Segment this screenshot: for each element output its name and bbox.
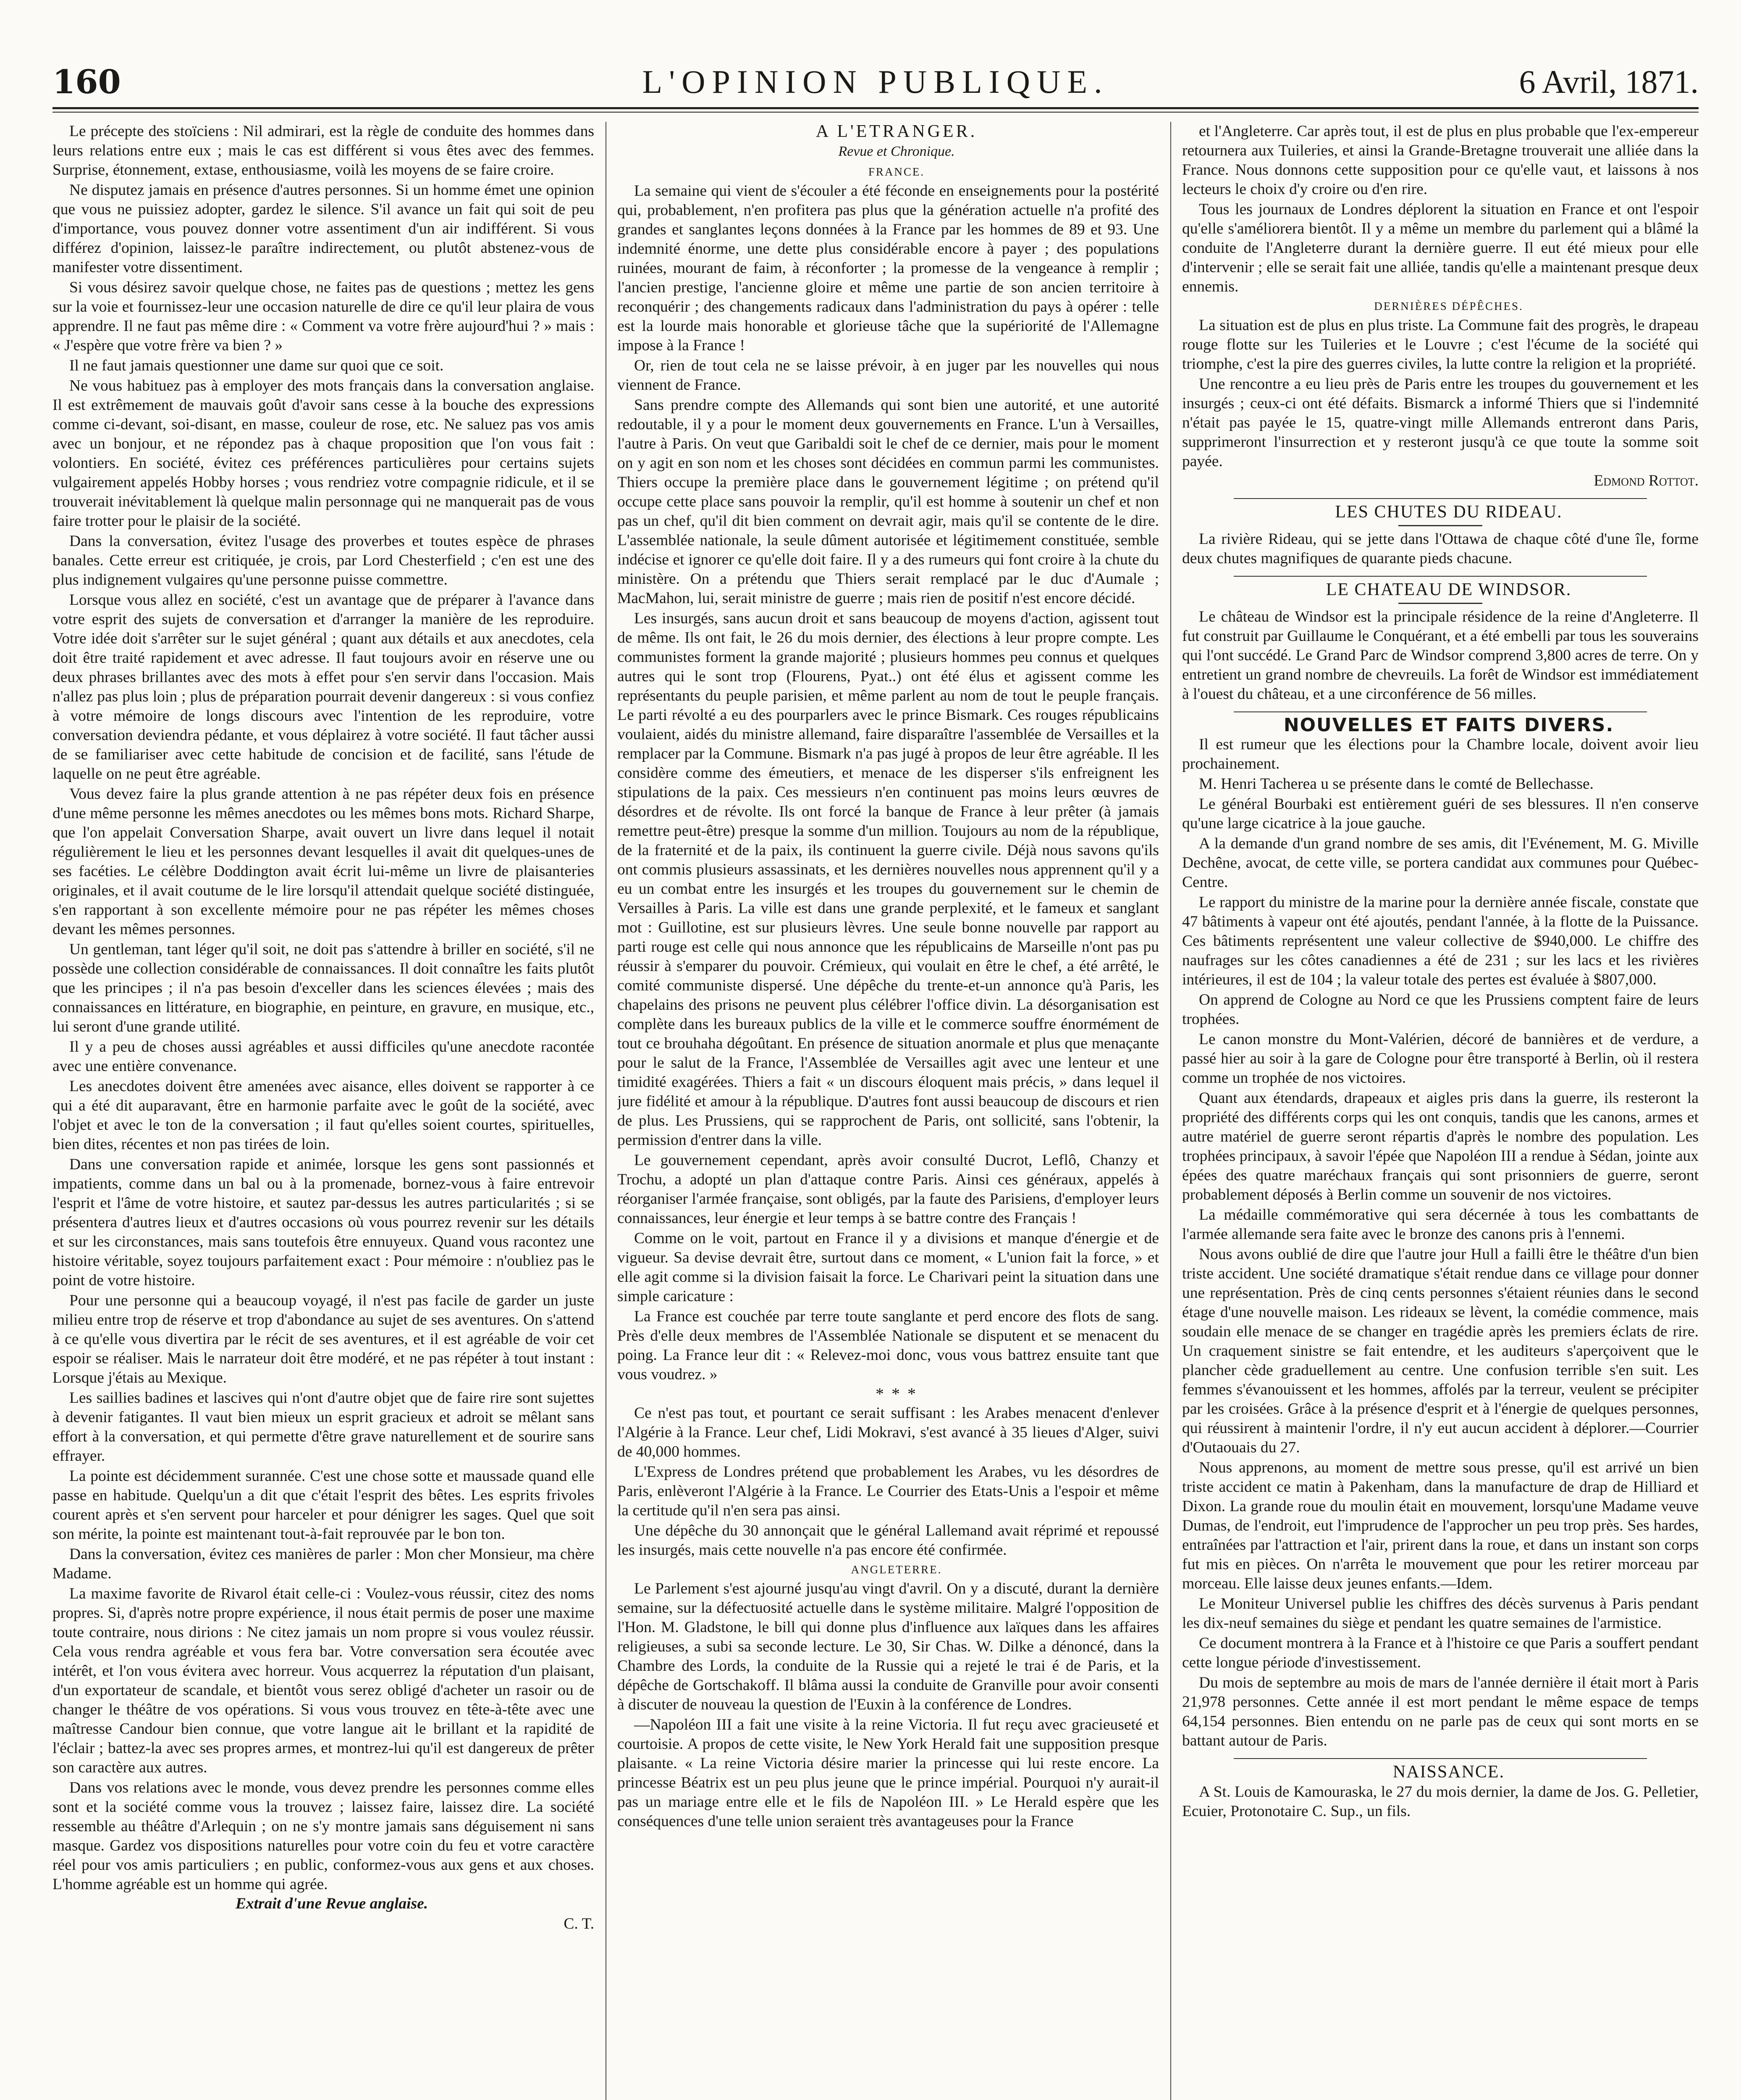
rule	[1234, 711, 1647, 712]
masthead	[52, 63, 1699, 101]
newspaper-title: L'OPINION PUBLIQUE.	[642, 63, 1109, 100]
heading-naissance: NAISSANCE.	[1392, 1762, 1505, 1782]
paragraph: Une rencontre a eu lieu près de Paris entre les troupes du gouvernement et les insurgés ; ceux-ci ont été défaits. Bismarck a informé Thiers que si l'indemnité n'était pas payée le 15, quatre-vingt mille Allemands entreront dans Paris, supprimeront l'insurrection et y resteront jusqu'à ce que toute la somme soit payée.	[1182, 375, 1699, 470]
paragraph: La maxime favorite de Rivarol était celle-ci : Voulez-vous réussir, citez des noms propres. Si, d'après notre propre expérience, il nous était permis de poser une maxime toute contraire, nous dirions : Ne citez jamais un nom propre si vous voulez réussir. Cela vous rendra agréable et vous fera bar. Votre conversation sera écoutée avec intérêt, et l'on vous évitera avec horreur. Vous acquerrez la réputation d'un plaisant, d'un exportateur de scandale, et bientôt vous serez obligé d'acheter un rasoir ou de changer le théâtre de vos opérations. Si vous vous trouvez en tête-à-tête avec une maîtresse Candour bien connue, que votre langue ait le brillant et la rapidité de l'éclair ; battez-la avec ses propres armes, et montrez-lui qu'il est dangereux de prêter son caractère aux autres.	[52, 1585, 594, 1776]
paragraph: Si vous désirez savoir quelque chose, ne faites pas de questions ; mettez les gens sur la voie et fournissez-leur une occasion naturelle de dire ce qu'il leur plaira de vous apprendre. Il ne faut pas même dire : « Comment va votre frère aujourd'hui ? » mais : « J'espère que votre frère va bien ? »	[52, 279, 594, 354]
rideau-text: La rivière Rideau, qui se jette dans l'Ottawa de chaque côté d'une île, forme deux chutes magnifiques de quarante pieds chacune.	[1182, 530, 1699, 567]
author-signature: Edmond Rottot.	[1594, 472, 1699, 489]
paragraph: Dans la conversation, évitez ces manières de parler : Mon cher Monsieur, ma chère Madame.	[52, 1546, 594, 1582]
france-article	[617, 181, 1159, 1384]
column-divider	[1170, 122, 1171, 2100]
article-initials: C. T.	[564, 1915, 594, 1932]
etiquette-article	[52, 122, 594, 1894]
paragraph: La pointe est décidemment surannée. C'est une chose sotte et maussade quand elle passe en habitude. Quelqu'un a dit que c'était l'esprit des bêtes. Les esprits frivoles courent après et s'en servent pour harceler et pour dénigrer les sages. Quel que soit son mérite, la pointe est maintenant tout-à-fait reprouvée par le bon ton.	[52, 1467, 594, 1543]
paragraph: Le Moniteur Universel publie les chiffres des décès survenus à Paris pendant les dix-neuf semaines du siège et pendant les quatre semaines de l'armistice.	[1182, 1595, 1699, 1632]
paragraph: Dans la conversation, évitez l'usage des proverbes et toutes espèce de phrases banales. Cette erreur est critiquée, je crois, par Lord Chesterfield ; c'en est une des plus indignement vulgaires qu'une personne puisse commettre.	[52, 533, 594, 588]
paragraph: Quant aux étendards, drapeaux et aigles pris dans la guerre, ils resteront la propriété des différents corps qui les ont conquis, tandis que les canons, armes et autre matériel de guerre seront répartis d'après le nombre des population. Les trophées principaux, à savoir l'épée que Napoléon III a rendue à Sédan, jointe aux épées des quatre maréchaux français qui sont prisonniers de guerre, seront probablement déposés à Berlin comme un souvenir de nos victoires.	[1182, 1089, 1699, 1203]
algerie-article	[617, 1404, 1159, 1560]
paragraph: Dans une conversation rapide et animée, lorsque les gens sont passionnés et impatients, comme dans un bal ou à la promenade, bornez-vous à faire entrevoir l'esprit et l'âme de votre histoire, et sautez par-dessus les autres particularités ; si se présentera d'autres lieux et d'autres occasions où vous pourrez revenir sur les détails et sur les circonstances, mais sans toutefois être ennuyeux. Quand vous racontez une histoire véritable, soyez toujours parfaitement exact : Pour mémoire : n'oubliez pas le point de votre histoire.	[52, 1156, 594, 1289]
rule	[1398, 603, 1482, 604]
windsor-text: Le château de Windsor est la principale résidence de la reine d'Angleterre. Il fut construit par Guillaume le Conquérant, et a été embelli par tous les souverains qui l'ont succédé. Le Grand Parc de Windsor comprend 3,800 acres de terre. On y entretient un grand nombre de chevreuils. La forêt de Windsor est immédiatement à l'ouest du château, et a une circonférence de 56 milles.	[1182, 608, 1699, 703]
paragraph: On apprend de Cologne au Nord ce que les Prussiens comptent faire de leurs trophées.	[1182, 991, 1699, 1028]
paragraph: Il est rumeur que les élections pour la Chambre locale, doivent avoir lieu prochainement.	[1182, 736, 1699, 772]
section-title-etranger: A L'ETRANGER.	[815, 122, 978, 141]
angleterre-continuation	[1182, 122, 1699, 297]
paragraph: A la demande d'un grand nombre de ses amis, dit l'Evénement, M. G. Miville Dechêne, avocat, de cette ville, se portera candidat aux communes pour Québec-Centre.	[1182, 835, 1699, 891]
issue-date: 6 Avril, 1871.	[1519, 63, 1699, 100]
paragraph: Tous les journaux de Londres déplorent la situation en France et ont l'espoir qu'elle s'améliorera bientôt. Il y a même un membre du parlement qui a blâmé la conduite de l'Angleterre durant la dernière guerre. Il eut été mieux pour elle d'intervenir ; elle se serait fait une alliée, tandis qu'elle a maintenant presque deux ennemis.	[1182, 201, 1699, 295]
paragraph: Le Parlement s'est ajourné jusqu'au vingt d'avril. On y a discuté, durant la dernière semaine, sur la défectuosité actuelle dans le système militaire. Malgré l'opposition de l'Hon. M. Gladstone, le bill qui donne plus d'influence aux laïques dans les affaires religieuses, a subi sa seconde lecture. Le 30, Sir Chas. W. Dilke a dénoncé, dans la Chambre des Lords, la conduite de la Russie qui a rejeté le trai é de Paris, et la dépêche de Gortschakoff. Il blâma aussi la conduite de Granville pour avoir consenti à discuter de nouveau la question de l'Euxin à la conférence de Londres.	[617, 1580, 1159, 1713]
rule	[1234, 576, 1647, 577]
column-1	[52, 122, 594, 2100]
paragraph: Il ne faut jamais questionner une dame sur quoi que ce soit.	[69, 357, 444, 374]
paragraph: La semaine qui vient de s'écouler a été féconde en enseignements pour la postérité qui, probablement, n'en profitera pas plus que la génération actuelle n'a profité des grandes et sanglantes leçons données à la France par les hommes de 89 et 93. Une indemnité énorme, une dette plus considérable encore à payer ; des populations ruinées, mourant de faim, à réconforter ; la promesse de la vengeance à remplir ; l'ancien prestige, l'ancienne gloire et même une partie de son ancien territoire à reconquérir ; des changements radicaux dans l'administration du pays à opérer : telle est la lourde mais honorable et glorieuse tâche que la supériorité de l'Allemagne impose à la France !	[617, 182, 1159, 354]
paragraph: Le général Bourbaki est entièrement guéri de ses blessures. Il n'en conserve qu'une large cicatrice à la joue gauche.	[1182, 795, 1699, 832]
paragraph: Ne vous habituez pas à employer des mots français dans la conversation anglaise. Il est extrêmement de mauvais goût d'avoir sans cesse à la bouche des expressions comme ci-devant, soi-disant, en masse, couleur de rose, etc. Ne saluez pas vos amis avec un bonjour, et ne répondez pas à chaque proposition que l'on vous fait : volontiers. En société, évitez ces préférences particulières pour certains sujets vulgairement appelés Hobby horses ; vous rendriez votre compagnie ridicule, et il se trouverait inévitablement là quelque malin personnage qui ne manquerait pas de vous faire trotter pour le plaisir de la société.	[52, 377, 594, 530]
column-2	[617, 122, 1159, 2100]
section-subtitle: Revue et Chronique.	[838, 144, 955, 159]
paragraph: Une dépêche du 30 annonçait que le général Lallemand avait réprimé et repoussé les insurgés, mais cette nouvelle n'a pas encore été confirmée.	[617, 1522, 1159, 1559]
masthead-rule	[52, 107, 1699, 109]
paragraph: Pour une personne qui a beaucoup voyagé, il n'est pas facile de garder un juste milieu entre trop de réserve et trop d'abondance au sujet de ses aventures. On s'attend à ce qu'elle vous divertira par le récit de ses aventures, et il est agréable de voir cet espoir se réaliser. Mais le narrateur doit être modéré, et ne pas répéter à tout instant : Lorsque j'étais au Mexique.	[52, 1292, 594, 1386]
paragraph: Nous avons oublié de dire que l'autre jour Hull a failli être le théâtre d'un bien triste accident. Une société dramatique s'était rendue dans ce village pour donner une représentation. Près de cinq cents personnes s'étaient réunies dans le second étage d'une nouvelle maison. Les rideaux se lèvent, la comédie commence, mais soudain elle menace de se changer en tragédie après les premiers éclats de rire. Un craquement sinistre se fait entendre, et les auditeurs s'aperçoivent que le plancher cède graduellement au centre. Une confusion terrible s'en suit. Les femmes s'évanouissent et les hommes, affolés par la terreur, veulent se précipiter par les croisées. Grâce à la présence d'esprit et à l'énergie de quelques personnes, qui réussirent à maintenir l'ordre, il n'y eut aucun accident à déplorer.—Courrier d'Outaouais du 27.	[1182, 1246, 1699, 1456]
paragraph: Ce document montrera à la France et à l'histoire ce que Paris a souffert pendant cette longue période d'investissement.	[1182, 1635, 1699, 1671]
paragraph: Le canon monstre du Mont-Valérien, décoré de bannières et de verdure, a passé hier au soir à la gare de Cologne pour être transporté à Berlin, où il restera comme un trophée de nos victoires.	[1182, 1031, 1699, 1087]
nouvelles-article	[1182, 735, 1699, 1751]
paragraph: Nous apprenons, au moment de mettre sous presse, qu'il est arrivé un bien triste accident ce matin à Pakenham, dans la manufacture de drap de Hilliard et Dixon. La grande roue du moulin était en mouvement, lorsqu'une Madame veuve Dumas, de l'endroit, eut l'imprudence de l'approcher un peu trop près. Ses hardes, entraînées par l'attraction et l'air, prirent dans la roue, et dans un instant son corps fut mis en pièces. On n'arrêta le mouvement que pour les retirer morceau par morceau. Elle laisse deux jeunes enfants.—Idem.	[1182, 1459, 1699, 1592]
column-3	[1182, 122, 1699, 2100]
heading-windsor: LE CHATEAU DE WINDSOR.	[1326, 580, 1572, 599]
subsection-france: FRANCE.	[868, 165, 925, 178]
paragraph: Or, rien de tout cela ne se laisse prévoir, à en juger par les nouvelles qui nous viennent de France.	[617, 357, 1159, 394]
paragraph: Du mois de septembre au mois de mars de l'année dernière il était mort à Paris 21,978 personnes. Cette année il est mort pendant le même espace de temps 64,154 personnes. Bien entendu on ne parle pas de ceux qui sont morts en se battant autour de Paris.	[1182, 1674, 1699, 1749]
paragraph: La situation est de plus en plus triste. La Commune fait des progrès, le drapeau rouge flotte sur les Tuileries et le Louvre ; c'est l'écume de la société qui triomphe, c'est la pire des guerres civiles, la lutte contre la religion et la propriété.	[1182, 317, 1699, 373]
rule	[1234, 1758, 1647, 1759]
paragraph: Le gouvernement cependant, après avoir consulté Ducrot, Leflô, Chanzy et Trochu, a adopté un plan d'attaque contre Paris. Ainsi ces généraux, appelés à réorganiser l'armée française, sont obligés, par la faute des Parisiens, d'employer leurs connaissances, leur énergie et leur temps à se battre contre des Français !	[617, 1152, 1159, 1227]
section-separator-stars: * * *	[876, 1384, 918, 1403]
heading-nouvelles: NOUVELLES ET FAITS DIVERS.	[1283, 714, 1614, 736]
paragraph: Ce n'est pas tout, et pourtant ce serait suffisant : les Arabes menacent d'enlever l'Algérie à la France. Leur chef, Lidi Mokravi, s'est avancé à 35 lieues d'Alger, suivi de 40,000 hommes.	[617, 1404, 1159, 1460]
paragraph: La médaille commémorative qui sera décernée à tous les combattants de l'armée allemande sera faite avec le bronze des canons pris à l'ennemi.	[1182, 1206, 1699, 1243]
rule	[1234, 498, 1647, 499]
paragraph: Les insurgés, sans aucun droit et sans beaucoup de moyens d'action, agissent tout de même. Ils ont fait, le 26 du mois dernier, des élections à leur propre compte. Les communistes forment la grande majorité ; plusieurs hommes peu connus et quelques autres qui le sont trop (Flourens, Pyat..) ont été élus et agissent comme les représentants du peuple parisien, et même parlent au nom de tout le peuple français. Le parti révolté a eu des pourparlers avec le prince Bismark. Ces rouges républicains voulaient, aidés du ministre allemand, faire disparaître l'assemblée de Versailles et la remplacer par la Commune. Bismark n'a pas jugé à propos de leur être agréable. Il les considère comme des émeutiers, et menace de les disperser s'ils enfreignent les stipulations de la paix. Ces messieurs n'en continuent pas moins leurs œuvres de désordres et de révolte. Ils ont forcé la banque de France à leur prêter (à jamais remettre peut-être) presque la somme d'un million. Toujours au nom de la république, de la fraternité et de la paix, ils continuent la guerre civile. Déjà nous savons qu'ils ont commis plusieurs assassinats, et les dernières nouvelles nous apprennent qu'il y a eu un combat entre les insurgés et les troupes du gouvernement sur le chemin de Versailles à Paris. La ville est dans une grande perplexité, et le fameux et sanglant mot : Guillotine, est sur plusieurs lèvres. Une seule bonne nouvelle par rapport au parti rouge est celle qui nous annonce que les républicains de Marseille n'ont pas pu réussir à s'emparer du pouvoir. Crémieux, qui voulait en être le chef, a été arrêté, le comité communiste dispersé. Une dépêche du trente-et-un annonce qu'à Paris, les chapelains des prisons ne peuvent plus célébrer l'office divin. La désorganisation est complète dans les bureaux publics de la ville et le commerce souffre énormément de tout ce brouhaha dégoûtant. En présence de situation anormale et plus que menaçante pour le salut de la France, l'Assemblée de Versailles agit avec une lenteur et une timidité exagérées. Thiers a fait « un discours éloquent mais précis, » dans lequel il jure fidélité et amour à la république. D'autres font aussi beaucoup de discours et rien de plus. Les Prussiens, qui se rapprochent de Paris, ont sollicité, sans l'obtenir, la permission d'entrer dans la ville.	[617, 610, 1159, 1149]
naissance-text: A St. Louis de Kamouraska, le 27 du mois dernier, la dame de Jos. G. Pelletier, Ecuier, Protonotaire C. Sup., un fils.	[1182, 1783, 1699, 1820]
paragraph: Il y a peu de choses aussi agréables et aussi difficiles qu'une anecdote racontée avec une entière convenance.	[52, 1038, 594, 1075]
masthead-rule-thin	[52, 112, 1699, 113]
paragraph: La France est couchée par terre toute sanglante et perd encore des flots de sang. Près d'elle deux membres de l'Assemblée Nationale se disputent et se menacent du poing. La France leur dit : « Relevez-moi donc, vous vous battrez ensuite tant que vous voudrez. »	[617, 1308, 1159, 1383]
depeches-article	[1182, 316, 1699, 471]
paragraph: M. Henri Tacherea u se présente dans le comté de Bellechasse.	[1199, 775, 1594, 793]
paragraph: et l'Angleterre. Car après tout, il est de plus en plus probable que l'ex-empereur retournera aux Tuileries, et ainsi la Grande-Bretagne trouverait une alliée dans la France. Nous donnons cette supposition pour ce qu'elle vaut, et laissons à nos lecteurs le choix d'y croire ou d'en rire.	[1182, 123, 1699, 198]
angleterre-article	[617, 1579, 1159, 1831]
heading-rideau: LES CHUTES DU RIDEAU.	[1335, 502, 1563, 522]
page-number: 160	[52, 63, 121, 101]
subsection-angleterre: ANGLETERRE.	[851, 1563, 942, 1576]
paragraph: L'Express de Londres prétend que probablement les Arabes, vu les désordres de Paris, enlèveront l'Algérie à la France. Le Courrier des Etats-Unis a l'espoir et même la certitude qu'il n'en sera pas ainsi.	[617, 1463, 1159, 1519]
paragraph: Vous devez faire la plus grande attention à ne pas répéter deux fois en présence d'une même personne les mêmes anecdotes ou les mêmes bons mots. Richard Sharpe, que l'on appelait Conversation Sharpe, avait ouvert un livre dans lequel il notait régulièrement le lieu et les personnes devant lesquelles il avait dit quelques-unes de ses facéties. Le célèbre Doddington avait écrit lui-même un livre de plaisanteries originales, et il avait coutume de le lire lorsqu'il attendait quelque société distinguée, s'en rapportant à son excellente mémoire pour ne pas répéter les mêmes choses devant les mêmes personnes.	[52, 785, 594, 938]
article-source: Extrait d'une Revue anglaise.	[235, 1895, 428, 1912]
paragraph: Les saillies badines et lascives qui n'ont d'autre objet que de faire rire sont sujettes à devenir fatigantes. Il vaut bien mieux un esprit gracieux et adroit se mêlant sans effort à la conversation, et qui permette d'être grave naturellement et de sourire sans effrayer.	[52, 1389, 594, 1465]
paragraph: Sans prendre compte des Allemands qui sont bien une autorité, et une autorité redoutable, il y a pour le moment deux gouvernements en France. L'un à Versailles, l'autre à Paris. On veut que Garibaldi soit le chef de ce dernier, mais pour le moment on y agit en son nom et les choses sont décidées en commun parmi les communistes. Thiers occupe la première place dans le gouvernement légitime ; on prétend qu'il occupe cette place sans pouvoir la remplir, qu'il est homme à soutenir un chef et non pas un chef, qu'il dit bien comment on devrait agir, mais qu'il se contente de le dire. L'assemblée nationale, la seule dûment autorisée et légitimement constituée, semble indécise et ignorer ce qu'elle doit faire. Il y a des rumeurs qui font croire à la chute du ministère. On a prétendu que Thiers serait remplacé par le duc d'Aumale ; MacMahon, lui, serait ministre de guerre ; mais rien de positif n'est encore décidé.	[617, 396, 1159, 607]
paragraph: Comme on le voit, partout en France il y a divisions et manque d'énergie et de vigueur. Sa devise devrait être, surtout dans ce moment, « L'union fait la force, » et elle agit comme si la division faisait la force. Le Charivari peint la situation dans une simple caricature :	[617, 1230, 1159, 1305]
subsection-depeches: DERNIÈRES DÉPÊCHES.	[1374, 300, 1523, 312]
paragraph: Dans vos relations avec le monde, vous devez prendre les personnes comme elles sont et la société comme vous la trouvez ; laissez faire, laissez dire. La société ressemble au théâtre d'Arlequin ; on ne s'y montre jamais sans déguisement ni sans masque. Gardez vos dispositions naturelles pour votre coin du feu et votre caractère réel pour vos amis particuliers ; en public, conformez-vous aux gens et aux choses. L'homme agréable est un homme qui agrée.	[52, 1779, 594, 1893]
paragraph: Les anecdotes doivent être amenées avec aisance, elles doivent se rapporter à ce qui a été dit auparavant, être en harmonie parfaite avec le goût de la société, avec l'objet et avec le ton de la conversation ; il faut qu'elles soient courtes, spirituelles, bien dites, récentes et non pas tirées de loin.	[52, 1078, 594, 1153]
paragraph: Lorsque vous allez en société, c'est un avantage que de préparer à l'avance dans votre esprit des sujets de conversation et d'arranger la manière de les reproduire. Votre idée doit s'arrêter sur le sujet général ; quant aux détails et aux anecdotes, cela doit être traité rapidement et avec adresse. Il faut toujours avoir en réserve une ou deux phrases brillantes avec des mots à effet pour s'en servir dans l'occasion. Mais n'allez pas plus loin ; plus de préparation pourrait devenir dangereux : si vous confiez à votre mémoire de longs discours avec l'intention de les reproduire, votre conversation deviendra pédante, et vous déplairez à votre société. Il faut tâcher aussi de se familiariser avec cette habitude de concision et de facilité, sans l'étude de laquelle on ne peut être agréable.	[52, 591, 594, 782]
paragraph: Ne disputez jamais en présence d'autres personnes. Si un homme émet une opinion que vous ne puissiez adopter, gardez le silence. S'il avance un fait qui soit de peu d'importance, vous pouvez donner votre assentiment d'un air indifférent. Si vous différez d'opinion, laissez-le paraître indirectement, ou plutôt abstenez-vous de manifester votre dissentiment.	[52, 181, 594, 276]
rule	[1398, 525, 1482, 526]
paragraph: Un gentleman, tant léger qu'il soit, ne doit pas s'attendre à briller en société, s'il ne possède une collection considérable de connaissances. Il doit connaître les faits plutôt que les principes ; il n'a pas besoin d'exceller dans les sciences élevées ; mais des connaissances en littérature, en biographie, en peinture, en gravure, en musique, etc., lui seront d'une grande utilité.	[52, 941, 594, 1035]
paragraph: Le rapport du ministre de la marine pour la dernière année fiscale, constate que 47 bâtiments à vapeur ont été ajoutés, pendant l'année, à la flotte de la Puissance. Ces bâtiments représentent une valeur collective de $940,000. Le chiffre des naufrages sur les côtes canadiennes a été de 231 ; sur les lacs et les rivières intérieures, il est de 104 ; la valeur totale des pertes est évaluée à $807,000.	[1182, 894, 1699, 988]
paragraph: —Napoléon III a fait une visite à la reine Victoria. Il fut reçu avec gracieuseté et courtoisie. A propos de cette visite, le New York Herald fait une supposition presque plaisante. « La reine Victoria désire marier la princesse qui lui reste encore. La princesse Béatrix est un peu plus jeune que le prince impérial. Pourquoi n'y aurait-il pas un mariage entre elle et le fils de Napoléon III. » Le Herald espère que les conséquences d'une telle union seraient très avantageuses pour la France	[617, 1716, 1159, 1830]
paragraph: Le précepte des stoïciens : Nil admirari, est la règle de conduite des hommes dans leurs relations entre eux ; mais le cas est différent si vous êtes avec des femmes. Surprise, étonnement, extase, enthousiasme, voilà les moyens de se faire croire.	[52, 123, 594, 178]
